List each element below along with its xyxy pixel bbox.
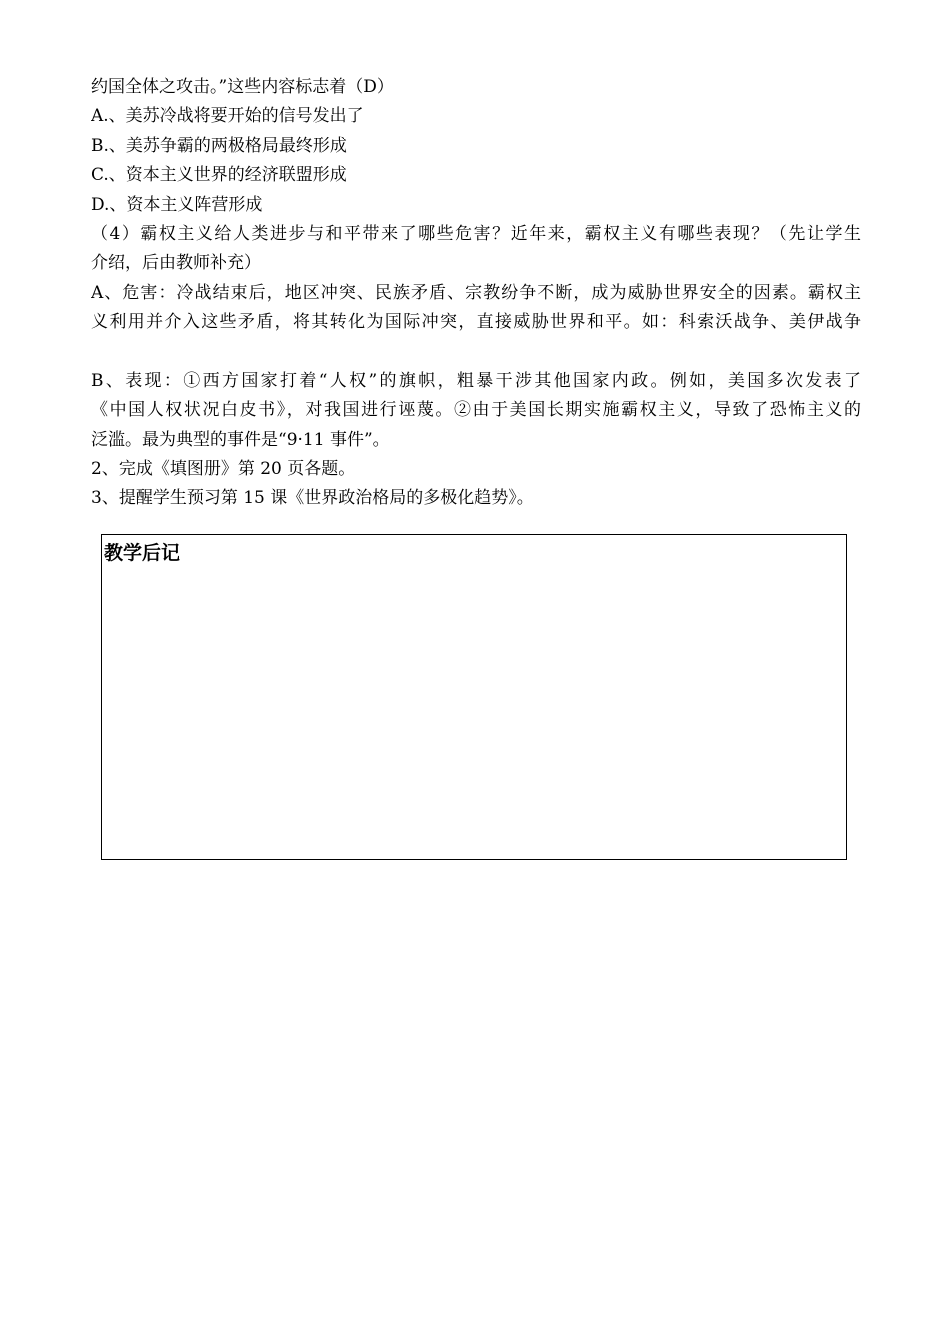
document-body [91, 73, 861, 514]
answer-manifestation-end: 泛滥。最为典型的事件是“9·11 事件”。 [91, 429, 390, 450]
answer-harm: A、危害：冷战结束后，地区冲突、民族矛盾、宗教纷争不断，成为威胁世界安全的因素。霸权主 [91, 282, 861, 303]
question-4-cont: 介绍，后由教师补充） [91, 253, 261, 274]
answer-manifestation-cont: 《中国人权状况白皮书》，对我国进行诬蔑。②由于美国长期实施霸权主义，导致了恐怖主义的 [91, 400, 861, 421]
option-b: B.、美苏争霸的两极格局最终形成 [91, 135, 347, 156]
text-line: 约国全体之攻击。”这些内容标志着（D） [91, 77, 394, 97]
answer-manifestation: B、表现：①西方国家打着“人权”的旗帜，粗暴干涉其他国家内政。例如，美国多次发表了 [91, 370, 861, 391]
teaching-notes-box [101, 534, 847, 860]
task-2: 2、完成《填图册》第 20 页各题。 [91, 459, 356, 480]
task-3: 3、提醒学生预习第 15 课《世界政治格局的多极化趋势》。 [91, 488, 534, 509]
answer-harm-cont: 义利用并介入这些矛盾，将其转化为国际冲突，直接威胁世界和平。如：科索沃战争、美伊战争 [91, 312, 861, 333]
question-4: （4）霸权主义给人类进步与和平带来了哪些危害？近年来，霸权主义有哪些表现？（先让学生 [91, 223, 861, 244]
option-d: D.、资本主义阵营形成 [91, 194, 263, 215]
blank-line [91, 338, 861, 367]
option-a: A.、美苏冷战将要开始的信号发出了 [91, 106, 364, 127]
teaching-notes-title: 教学后记 [104, 542, 181, 564]
option-c: C.、资本主义世界的经济联盟形成 [91, 165, 347, 186]
